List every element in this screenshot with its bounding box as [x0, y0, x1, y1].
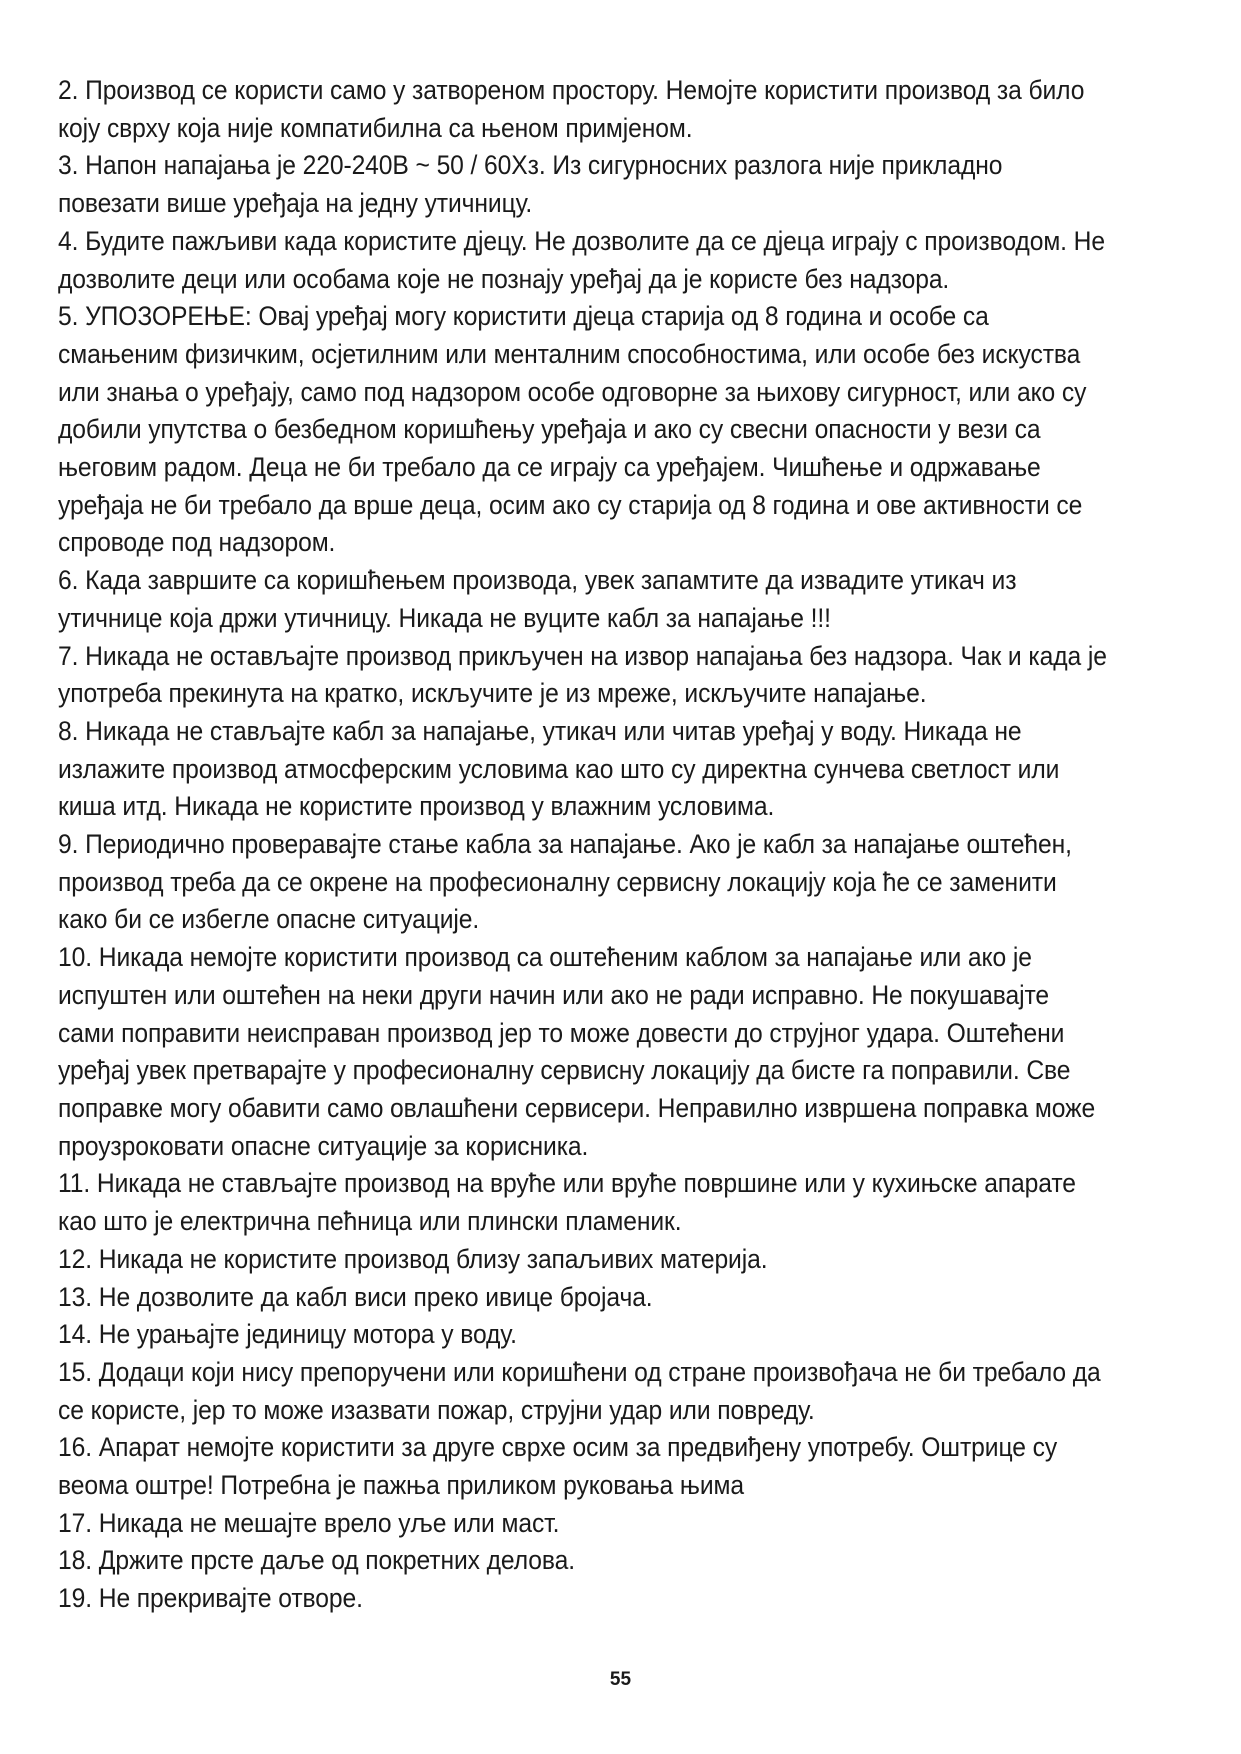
instruction-item-18: 18. Држите прсте даље од покретних делова. — [58, 1545, 575, 1576]
instruction-item-6: 6. Када завршите са коришћењем производа, увек запамтите да извадите утикач из утичнице која држи утичницу. Никада не вуците кабл за напајање !!! — [58, 565, 1017, 633]
safety-instructions-list — [58, 72, 1109, 1618]
instruction-item-4: 4. Будите пажљиви када користите дјецу. Не дозволите да се дјеца играју с производом. Не дозволите деци или особама које не познају уређај да је користе без надзора. — [58, 225, 1105, 294]
instruction-item-2: 2. Производ се користи само у затвореном простору. Немојте користити производ за било коју сврху која није компатибилна са њеном примјеном. — [58, 75, 1085, 143]
instruction-item-3: 3. Напон напајања је 220-240В ~ 50 / 60Хз. Из сигурносних разлога није прикладно повезати више уређаја на једну утичницу. — [58, 150, 1003, 219]
instruction-item-19: 19. Не прекривајте отворе. — [58, 1583, 363, 1614]
instruction-item-13: 13. Не дозволите да кабл виси преко ивице бројача. — [58, 1281, 653, 1312]
instruction-item-7: 7. Никада не остављајте производ прикључен на извор напајања без надзора. Чак и када је употреба прекинута на кратко, искључите је из мреже, искључите напајање. — [58, 640, 1107, 709]
instruction-item-9: 9. Периодично проверавајте стање кабла за напајање. Ако је кабл за напајање оштећен, производ треба да се окрене на професионалну сервисну локацију која ће се заменити како би се избегле опасне ситуације. — [58, 829, 1072, 935]
instruction-item-8: 8. Никада не стављајте кабл за напајање, утикач или читав уређај у воду. Никада не излажите производ атмосферским условима као што су директна сунчева светлост или киша итд. Никада не користите производ у влажним условима. — [58, 715, 1060, 822]
instruction-item-12: 12. Никада не користите производ близу запаљивих материја. — [58, 1243, 768, 1274]
instruction-item-15: 15. Додаци који нису препоручени или коришћени од стране произвођача не би требало да се користе, јер то може изазвати пожар, струјни удар или повреду. — [58, 1356, 1101, 1425]
instruction-item-5: 5. УПОЗОРЕЊЕ: Овај уређај могу користити дјеца старија од 8 година и особе са смањеним физичким, осјетилним или менталним способностима, или особе без искуства или знања о уређају, само под надзором особе одговорне за њихову сигурност, или ако су добили упутства о безбедном коришћењу уређаја и ако су свесни опасности у вези са његовим радом. Деца не би требало да се играју са уређајем. Чишћење и одржавање уређаја не би требало да врше деца, осим ако су старија од 8 година и ове активности се спроводе под надзором. — [58, 301, 1087, 558]
page-number: 55 — [609, 1669, 632, 1690]
instruction-item-16: 16. Апарат немојте користити за друге сврхе осим за предвиђену употребу. Оштрице су веома оштре! Потребна је пажња приликом руковања њима — [58, 1432, 1058, 1501]
instruction-item-14: 14. Не урањајте јединицу мотора у воду. — [58, 1319, 517, 1350]
instruction-item-10: 10. Никада немојте користити производ са оштећеним каблом за напајање или ако је испуштен или оштећен на неки други начин или ако не ради исправно. Не покушавајте сами поправити неисправан производ јер то може довести до струјног удара. Оштећени уређај увек претварајте у професионалну сервисну локацију да бисте га поправили. Све поправке могу обавити само овлашћени сервисери. Неправилно извршена поправка може проузроковати опасне ситуације за корисника. — [58, 942, 1096, 1161]
instruction-item-17: 17. Никада не мешајте врело уље или маст. — [58, 1507, 560, 1538]
instruction-item-11: 11. Никада не стављајте производ на вруће или вруће површине или у кухињске апарате као што је електрична пећница или плински пламеник. — [58, 1168, 1076, 1237]
